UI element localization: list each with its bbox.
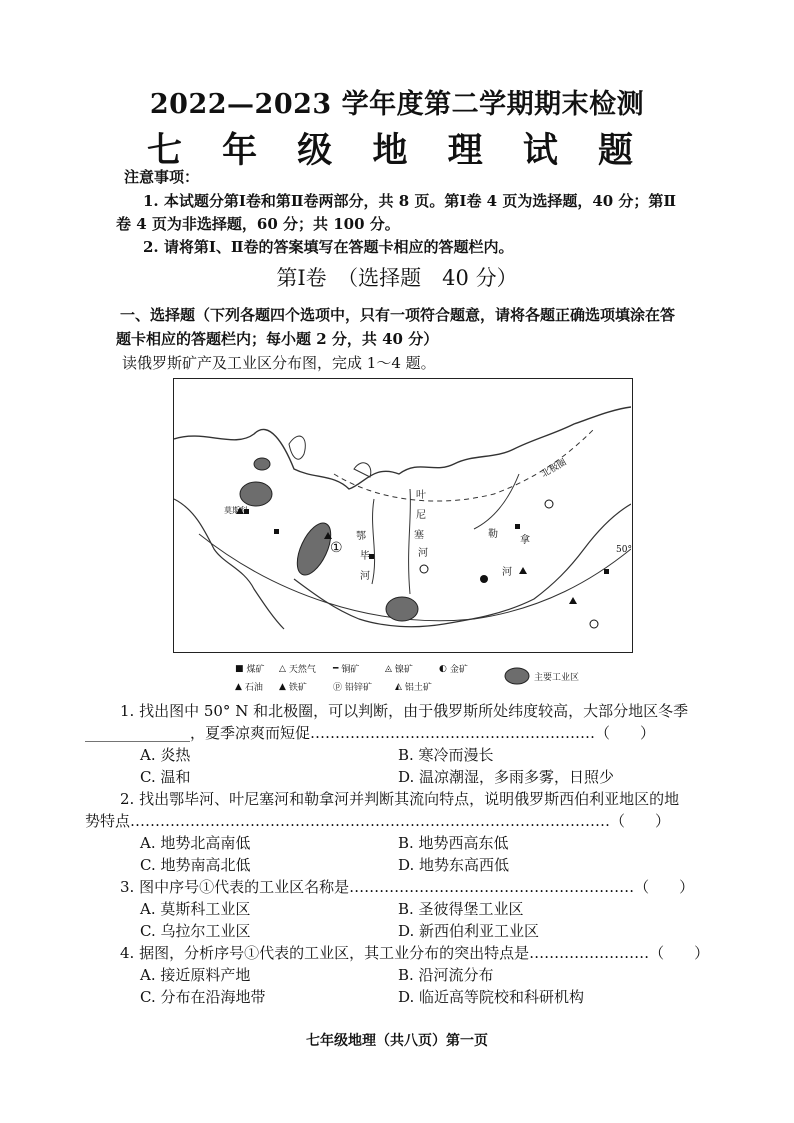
- gas-icon: △: [279, 663, 286, 674]
- q3-option-a: A. 莫斯科工业区: [140, 900, 251, 918]
- q4-option-a: A. 接近原料产地: [140, 966, 251, 984]
- q4-stem: 4. 据图，分析序号①代表的工业区，其工业分布的突出特点是……………………（ ）: [120, 944, 710, 962]
- map-label-ob3: 河: [360, 571, 370, 582]
- q2-option-b: B. 地势西高东低: [398, 834, 509, 852]
- legend-nickel: ◬ 镍矿: [385, 663, 413, 675]
- legend-oil: ▲ 石油: [235, 681, 263, 693]
- q3-option-b: B. 圣彼得堡工业区: [398, 900, 524, 918]
- page-footer: 七年级地理（共八页）第一页: [306, 1033, 488, 1049]
- map-label-50n: 50°: [616, 545, 632, 555]
- legend-gold: ◐ 金矿: [439, 663, 468, 675]
- q3-stem: 3. 图中序号①代表的工业区名称是…………………………………………………（ ）: [120, 878, 695, 896]
- map-label-arctic: 北极圈: [540, 457, 569, 480]
- industrial-zone-siberia: [386, 597, 418, 621]
- q1-stem-a: 1. 找出图中 50° N 和北极圈，可以判断，由于俄罗斯所处纬度较高，大部分地区冬季: [120, 702, 689, 720]
- leadzinc-icon: ⓟ: [333, 683, 343, 693]
- q2-option-a: A. 地势北高南低: [140, 834, 251, 852]
- notes-line1a: 1. 本试题分第Ⅰ卷和第Ⅱ卷两部分，共 8 页。第Ⅰ卷 4 页为选择题，40 分；第Ⅱ: [143, 192, 677, 210]
- exam-title: 2022—2023 学年度第二学期期末检测: [149, 89, 645, 120]
- legend-leadzinc: ⓟ 铅锌矿: [333, 680, 372, 693]
- q1-option-a: A. 炎热: [140, 746, 191, 764]
- section-intro-a: 一、选择题（下列各题四个选项中，只有一项符合题意，请将各题正确选项填涂在答: [120, 306, 676, 324]
- map-label-lena1: 勒: [488, 529, 498, 540]
- map-label-yen3: 塞: [414, 530, 424, 541]
- legend-copper: ━ 铜矿: [333, 663, 360, 675]
- map-label-circle1: ①: [330, 540, 343, 556]
- exam-subtitle: 七 年 级 地 理 试 题: [146, 130, 648, 171]
- copper-icon: ━: [333, 663, 339, 674]
- q2-stem-b: 势特点……………………………………………………………………………………（ ）: [85, 812, 671, 830]
- map-label-yen2: 尼: [416, 510, 426, 521]
- oil-icon: ▲: [235, 681, 242, 692]
- map-label-moscow: 莫斯科: [224, 506, 248, 515]
- legend-gas: △ 天然气: [279, 663, 316, 675]
- legend-industrial: 主要工业区: [503, 666, 579, 686]
- q4-option-b: B. 沿河流分布: [398, 966, 494, 984]
- russia-map: [173, 378, 633, 653]
- map-label-lena2: 拿: [520, 535, 530, 546]
- industrial-zone-icon: [503, 666, 531, 686]
- legend-iron: ▲ 铁矿: [279, 681, 307, 693]
- map-label-yen1: 叶: [416, 490, 426, 501]
- q3-option-d: D. 新西伯利亚工业区: [398, 922, 540, 940]
- q2-option-d: D. 地势东高西低: [398, 856, 510, 874]
- map-legend: [229, 660, 649, 696]
- nickel-icon: ◬: [385, 663, 392, 674]
- coal-icon: ■: [235, 663, 244, 674]
- industrial-zone-stpetersburg: [254, 458, 270, 470]
- q2-option-c: C. 地势南高北低: [140, 856, 251, 874]
- q4-option-d: D. 临近高等院校和科研机构: [398, 988, 585, 1006]
- section-intro-b: 题卡相应的答题栏内；每小题 2 分，共 40 分）: [116, 330, 439, 348]
- industrial-zone-moscow: [240, 482, 272, 506]
- legend-bauxite: ◭ 铝土矿: [395, 681, 432, 693]
- notes-line1b: 卷 4 页为非选择题，60 分；共 100 分。: [116, 215, 400, 233]
- q1-option-c: C. 温和: [140, 768, 191, 786]
- q2-stem-a: 2. 找出鄂毕河、叶尼塞河和勒拿河并判断其流向特点，说明俄罗斯西伯利亚地区的地: [120, 790, 680, 808]
- q4-option-c: C. 分布在沿海地带: [140, 988, 266, 1006]
- read-map-instruction: 读俄罗斯矿产及工业区分布图，完成 1～4 题。: [122, 354, 436, 372]
- legend-coal: ■ 煤矿: [235, 663, 265, 675]
- gold-icon: ◐: [439, 663, 447, 674]
- map-label-lena3: 河: [502, 567, 512, 578]
- q1-option-b: B. 寒冷而漫长: [398, 746, 494, 764]
- bauxite-icon: ◭: [395, 681, 402, 692]
- iron-icon: ▲: [279, 681, 286, 692]
- map-label-yen4: 河: [418, 548, 428, 559]
- section-title: 第Ⅰ卷 （选择题 40 分）: [276, 266, 518, 290]
- map-label-ob1: 鄂: [356, 531, 366, 542]
- notes-heading: 注意事项：: [124, 168, 200, 186]
- notes-line2: 2. 请将第Ⅰ、Ⅱ卷的答案填写在答题卡相应的答题栏内。: [143, 238, 514, 256]
- q1-stem-b: ______________，夏季凉爽而短促…………………………………………………（ ）: [85, 724, 656, 742]
- q3-option-c: C. 乌拉尔工业区: [140, 922, 251, 940]
- map-label-ob2: 毕: [360, 551, 370, 562]
- q1-option-d: D. 温凉潮湿，多雨多雾，日照少: [398, 768, 615, 786]
